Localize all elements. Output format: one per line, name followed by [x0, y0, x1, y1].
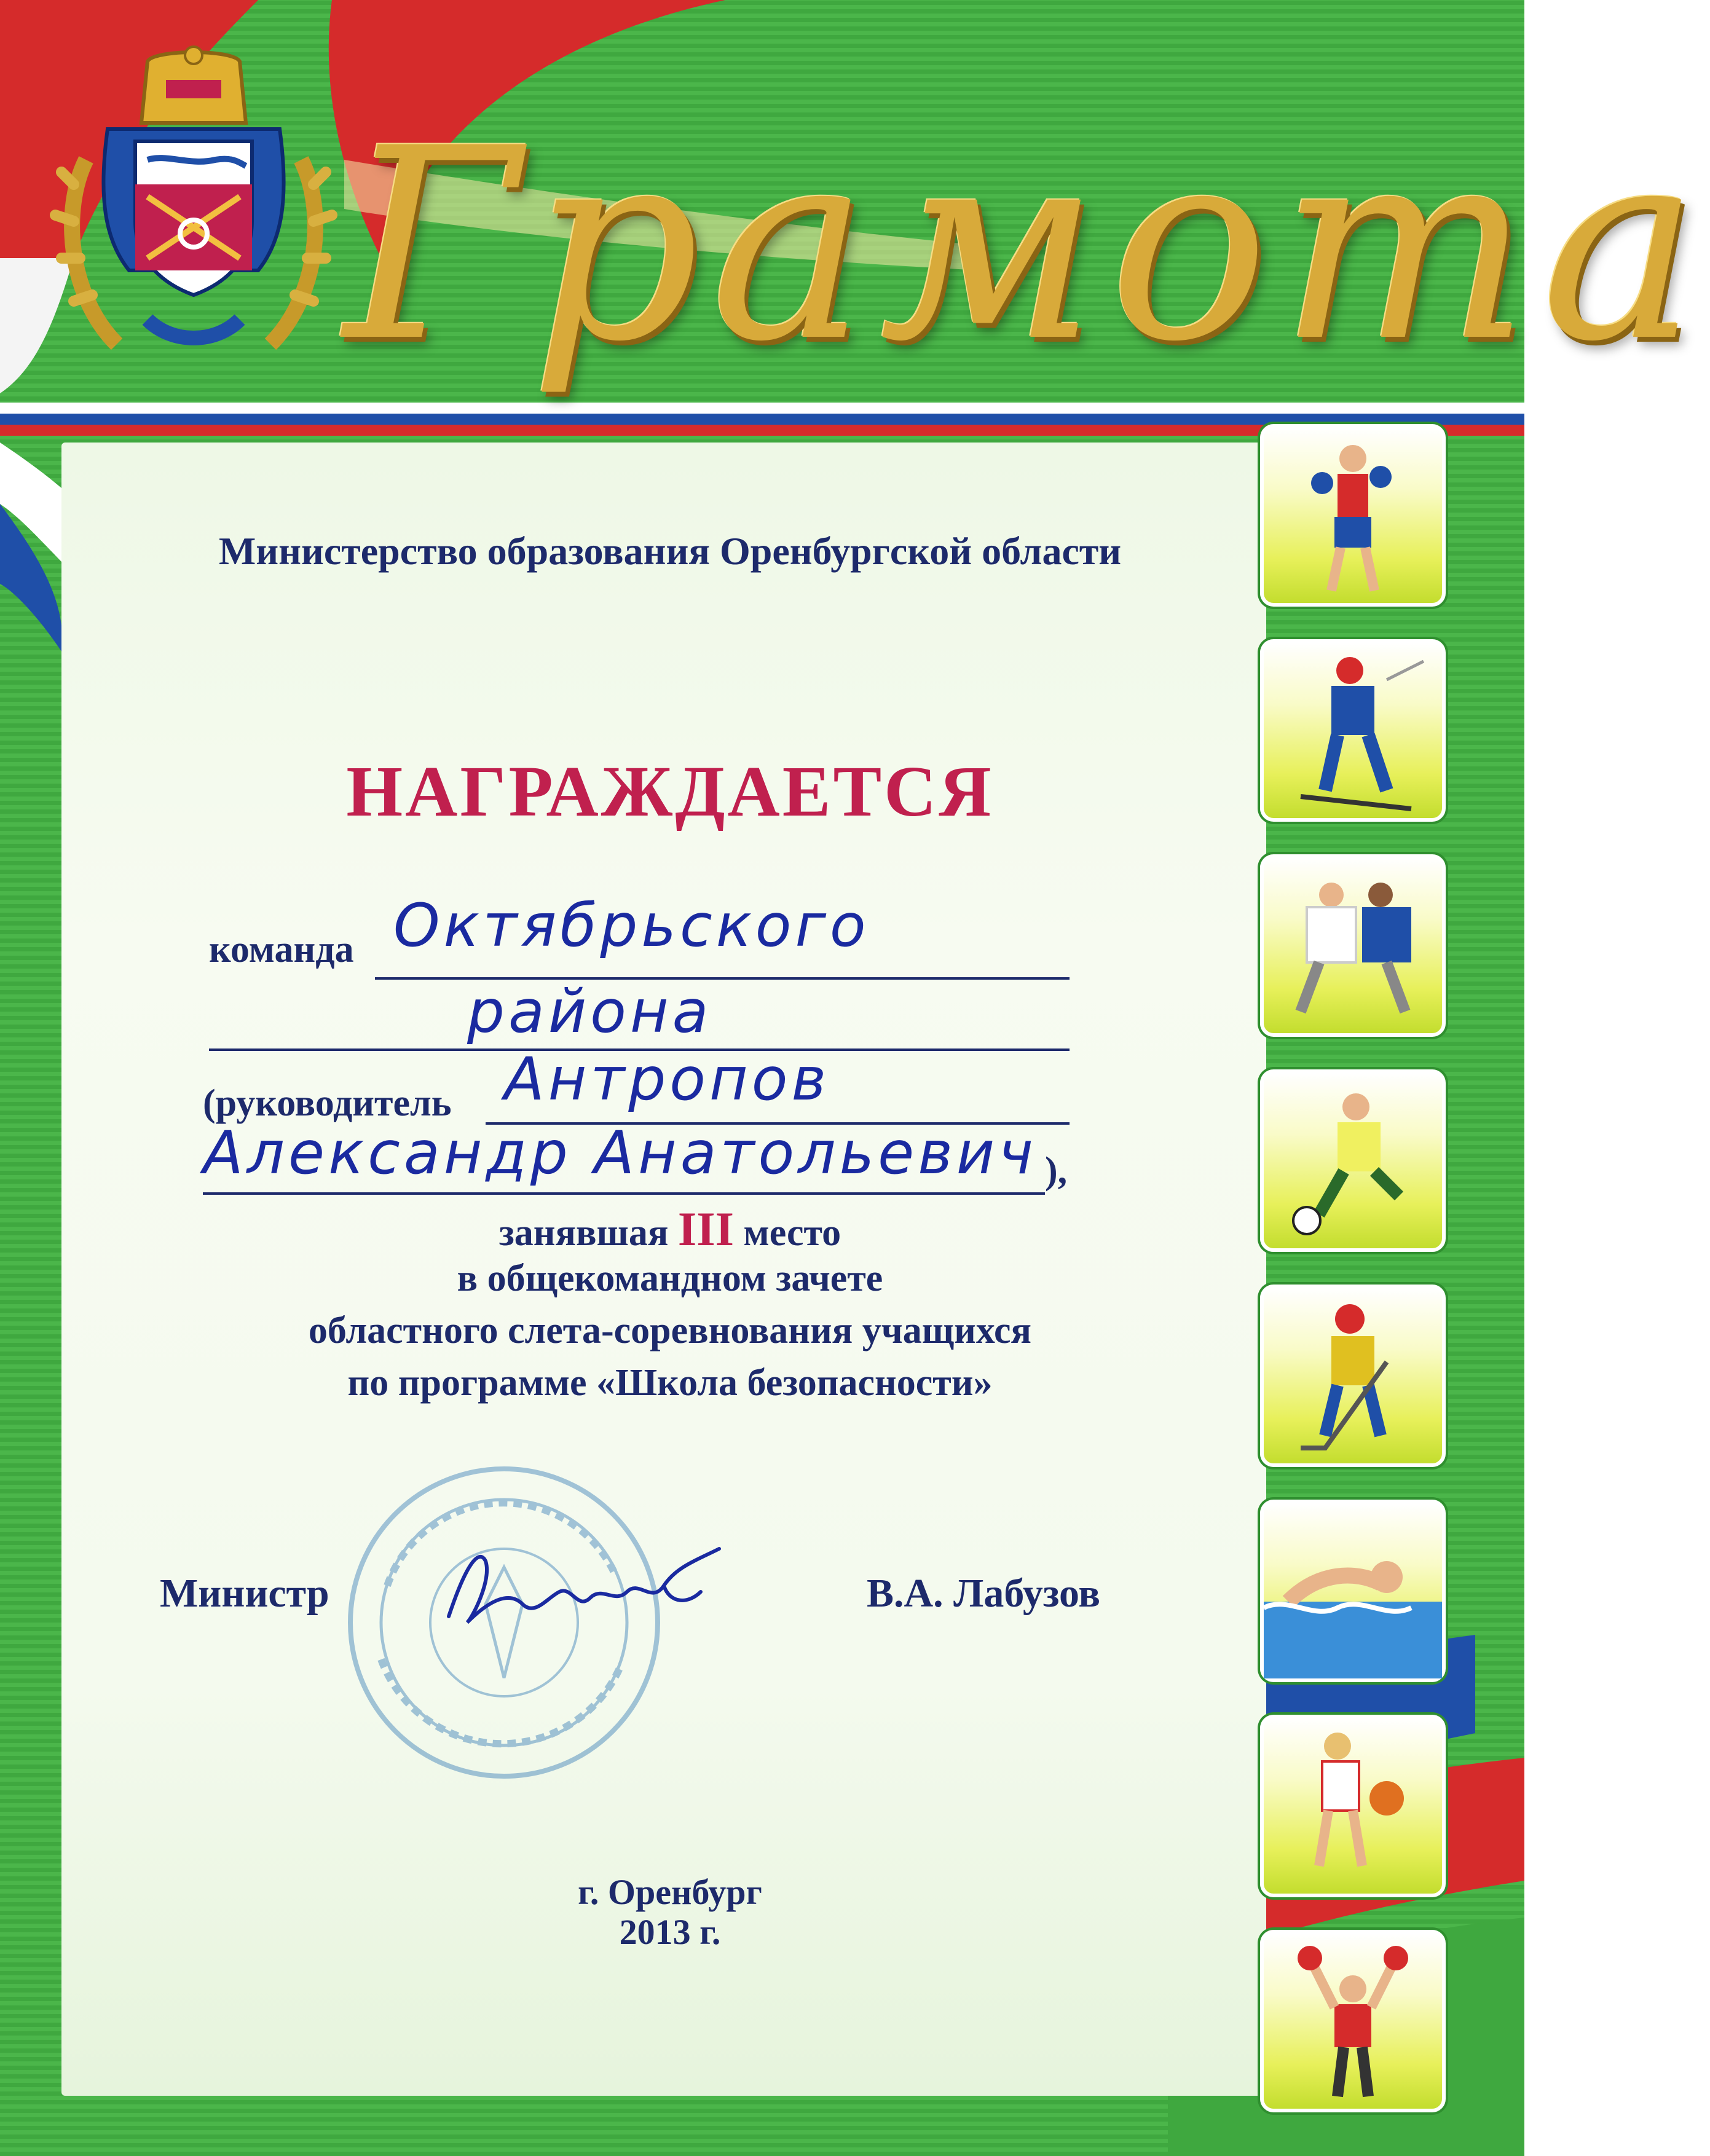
leader-surname: Антропов	[504, 1045, 830, 1114]
awarded-heading: НАГРАЖДАЕТСЯ	[346, 751, 994, 832]
place-line	[135, 1202, 1205, 1257]
place-number: III	[677, 1202, 734, 1256]
leader-label: (руководитель	[203, 1082, 452, 1124]
minister-name: В.А. Лабузов	[867, 1571, 1100, 1616]
leader-name: Александр Анатольевич	[203, 1119, 1037, 1187]
kettlebell-icon	[1260, 1930, 1446, 2112]
issue-year: 2013 г.	[619, 1912, 721, 1952]
certificate-title: Грамота	[344, 92, 1710, 399]
judo-icon	[1260, 854, 1446, 1037]
award-line-4: по программе «Школа безопасности»	[347, 1362, 993, 1404]
ministry-name: Министерство образования Оренбургской области	[218, 529, 1122, 573]
leader-closing: ),	[1045, 1150, 1068, 1192]
award-line-3: областного слета-соревнования учащихся	[308, 1310, 1032, 1351]
bandy-icon	[1260, 1285, 1446, 1467]
place-prefix: занявшая	[498, 1212, 669, 1254]
handwritten-signature-icon	[430, 1524, 750, 1647]
soccer-icon	[1260, 1069, 1446, 1252]
sports-tiles	[1260, 418, 1444, 2139]
award-line-2: в общекомандном зачете	[457, 1257, 883, 1299]
place-suffix: место	[743, 1212, 841, 1254]
issue-city: г. Оренбург	[578, 1872, 762, 1912]
team-label: команда	[209, 929, 354, 970]
leader-underline-2	[203, 1192, 1045, 1195]
skiing-icon	[1260, 639, 1446, 822]
swimming-icon	[1260, 1500, 1446, 1682]
team-name-line2: района	[467, 977, 712, 1046]
minister-role: Министр	[160, 1571, 329, 1616]
basketball-icon	[1260, 1715, 1446, 1897]
boxing-icon	[1260, 424, 1446, 607]
coat-of-arms-icon	[49, 37, 338, 393]
team-name-line1: Октябрьского	[393, 891, 870, 960]
